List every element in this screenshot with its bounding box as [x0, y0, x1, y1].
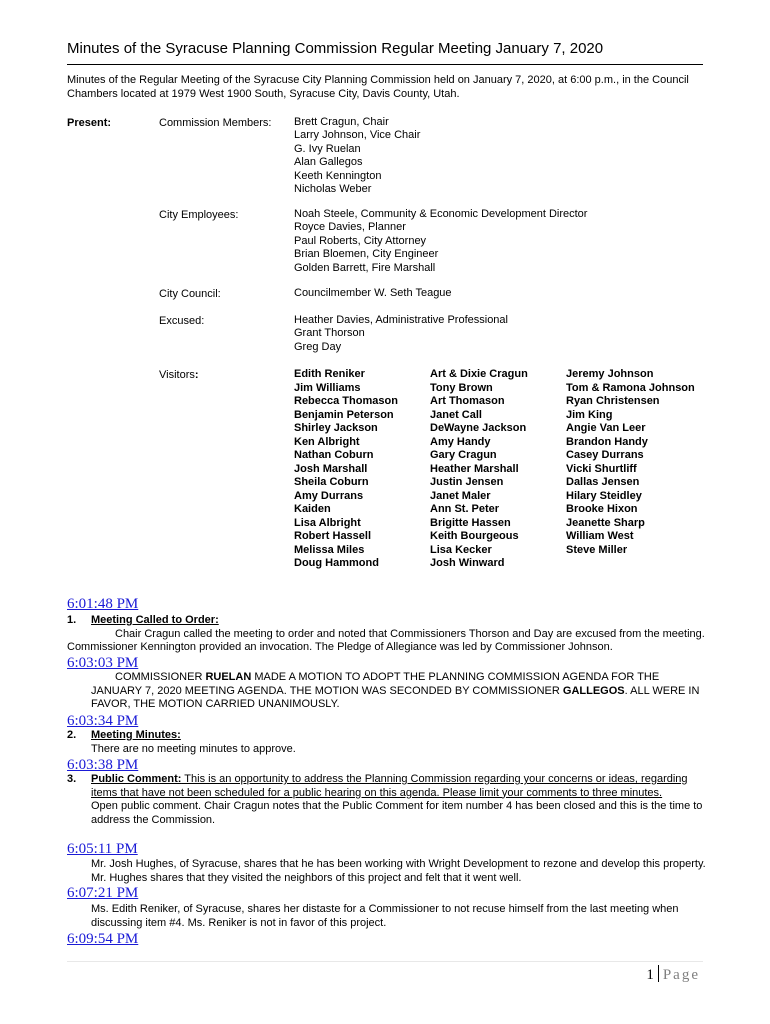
visitors-column-3: [566, 368, 695, 557]
list-item: Nathan Coburn: [294, 449, 374, 461]
list-item: Paul Roberts, City Attorney: [294, 234, 427, 247]
public-comment-reniker: Ms. Edith Reniker, of Syracuse, shares her distaste for a Commissioner to not recuse himself from the last meeting when discussing item #4. Ms. Reniker is not in favor of this project.: [91, 903, 679, 929]
list-item: Brigitte Hassen: [430, 516, 511, 529]
title-divider: [67, 64, 703, 65]
footer-separator: [658, 965, 659, 982]
list-item: Grant Thorson: [294, 327, 365, 340]
list-item: Art Thomason: [430, 395, 505, 407]
list-item: Larry Johnson, Vice Chair: [294, 129, 421, 142]
list-item: Shirley Jackson: [294, 422, 378, 434]
page-number: 1: [646, 967, 654, 983]
motion-maker: RUELAN: [205, 671, 252, 683]
list-item: Rebecca Thomason: [294, 395, 398, 407]
list-item: Brett Cragun, Chair: [294, 116, 389, 128]
page-label: Page: [662, 967, 700, 983]
list-item: Keeth Kennington: [294, 169, 382, 182]
item-text: There are no meeting minutes to approve.: [91, 742, 296, 755]
agenda-item-2: [67, 729, 707, 756]
timestamp-link[interactable]: 6:03:03 PM: [67, 655, 139, 671]
list-item: Brandon Handy: [566, 435, 648, 448]
item-number: 2.: [67, 729, 77, 741]
list-item: Doug Hammond: [294, 557, 379, 569]
list-item: Alan Gallegos: [294, 156, 363, 169]
visitors-label: Visitors:: [159, 369, 199, 381]
page-footer: [646, 965, 700, 984]
list-item: Josh Winward: [430, 557, 505, 569]
list-item: Benjamin Peterson: [294, 408, 394, 421]
item-heading-description: This is an opportunity to address the Planning Commission regarding your concerns or ideas, regarding items that have not been scheduled for a public hearing on this agenda. Please limit your comments to three minutes.: [91, 773, 688, 799]
commission-members-list: [294, 116, 420, 196]
list-item: DeWayne Jackson: [430, 422, 527, 434]
list-item: Brooke Hixon: [566, 503, 638, 515]
city-employees-list: [294, 208, 587, 275]
footer-divider: [67, 961, 703, 962]
timestamp-link[interactable]: 6:07:21 PM: [67, 885, 139, 901]
list-item: Hilary Steidley: [566, 489, 642, 502]
visitors-column-2: [430, 368, 528, 571]
list-item: Tony Brown: [430, 381, 493, 394]
timestamp-link[interactable]: 6:03:34 PM: [67, 713, 139, 729]
city-employees-label: City Employees:: [159, 209, 239, 221]
list-item: Melissa Miles: [294, 543, 365, 556]
motion-seconder: GALLEGOS: [562, 684, 625, 697]
list-item: Lisa Albright: [294, 516, 361, 529]
list-item: Janet Call: [430, 408, 482, 421]
list-item: Kaiden: [294, 503, 331, 515]
list-item: Ken Albright: [294, 435, 360, 448]
timestamp-link[interactable]: 6:09:54 PM: [67, 931, 139, 947]
list-item: Golden Barrett, Fire Marshall: [294, 261, 436, 274]
timestamp-link[interactable]: 6:03:38 PM: [67, 757, 139, 773]
list-item: Steve Miller: [566, 543, 628, 556]
list-item: Amy Durrans: [294, 489, 364, 502]
list-item: Jeremy Johnson: [566, 368, 654, 380]
intro-paragraph: Minutes of the Regular Meeting of the Syracuse City Planning Commission held on January 7, 2020, at 6:00 p.m., in the Council Chambers located at 1979 West 1900 South, Syracuse City, Davis County, Utah.: [67, 74, 689, 100]
item-number: 1.: [67, 614, 77, 626]
list-item: Heather Davies, Administrative Professional: [294, 314, 508, 326]
list-item: Robert Hassell: [294, 530, 372, 542]
list-item: Keith Bourgeous: [430, 530, 519, 542]
list-item: Ann St. Peter: [430, 503, 500, 515]
list-item: Royce Davies, Planner: [294, 221, 406, 234]
city-council-label: City Council:: [159, 288, 221, 300]
agenda-item-1: [67, 614, 707, 655]
list-item: Gary Cragun: [430, 449, 497, 461]
list-item: G. Ivy Ruelan: [294, 142, 361, 155]
list-item: Tom & Ramona Johnson: [566, 381, 695, 394]
item-text: Chair Cragun called the meeting to order and noted that Commissioners Thorson and Day are excused from the meeting. Commissioner Kennington provided an invocation. The Pledge of Allegiance was led by Commissioner Johnson.: [67, 627, 705, 653]
list-item: Jim King: [566, 408, 613, 421]
list-item: Edith Reniker: [294, 368, 365, 380]
item-text: Open public comment. Chair Cragun notes that the Public Comment for item number 4 has been closed and this is the time to address the Commission.: [91, 800, 703, 826]
list-item: Jeanette Sharp: [566, 516, 645, 529]
list-item: Justin Jensen: [430, 476, 504, 488]
list-item: Noah Steele, Community & Economic Development Director: [294, 208, 588, 220]
list-item: Casey Durrans: [566, 449, 644, 461]
present-label: Present:: [67, 117, 112, 129]
timestamp-link[interactable]: 6:05:11 PM: [67, 841, 138, 857]
public-comment-hughes: Mr. Josh Hughes, of Syracuse, shares that he has been working with Wright Development to rezone and develop this property. Mr. Hughes shares that they visited the neighbors of this project and felt that it went well.: [91, 858, 706, 884]
visitors-column-1: [294, 368, 398, 571]
list-item: William West: [566, 530, 634, 542]
city-council-list: [294, 287, 452, 300]
list-item: Angie Van Leer: [566, 422, 646, 434]
item-number: 3.: [67, 773, 77, 785]
motion-paragraph: COMMISSIONER RUELAN MADE A MOTION TO ADOPT THE PLANNING COMMISSION AGENDA FOR THE JANUARY 7, 2020 MEETING AGENDA. THE MOTION WAS SECONDED BY COMMISSIONER GALLEGOS. ALL WERE IN FAVOR, THE MOTION CARRIED UNANIMOUSLY.: [91, 671, 700, 710]
list-item: Dallas Jensen: [566, 476, 640, 488]
list-item: Josh Marshall: [294, 462, 368, 475]
list-item: Janet Maler: [430, 489, 491, 502]
excused-list: [294, 314, 508, 354]
list-item: Nicholas Weber: [294, 183, 372, 196]
agenda-item-3: [67, 773, 707, 827]
excused-label: Excused:: [159, 315, 205, 327]
list-item: Lisa Kecker: [430, 543, 492, 556]
document-title: Minutes of the Syracuse Planning Commission Regular Meeting January 7, 2020: [67, 40, 604, 57]
item-heading: Meeting Called to Order:: [91, 614, 219, 626]
list-item: Vicki Shurtliff: [566, 462, 637, 475]
item-heading: Meeting Minutes:: [91, 729, 181, 741]
list-item: Ryan Christensen: [566, 395, 660, 407]
list-item: Art & Dixie Cragun: [430, 368, 528, 380]
list-item: Greg Day: [294, 340, 342, 353]
list-item: Heather Marshall: [430, 462, 519, 475]
list-item: Sheila Coburn: [294, 476, 369, 488]
list-item: Jim Williams: [294, 381, 361, 394]
list-item: Councilmember W. Seth Teague: [294, 287, 452, 299]
list-item: Brian Bloemen, City Engineer: [294, 248, 439, 261]
commission-members-label: Commission Members:: [159, 117, 272, 129]
item-heading: Public Comment:: [91, 773, 182, 785]
list-item: Amy Handy: [430, 435, 491, 448]
timestamp-link[interactable]: 6:01:48 PM: [67, 596, 139, 612]
